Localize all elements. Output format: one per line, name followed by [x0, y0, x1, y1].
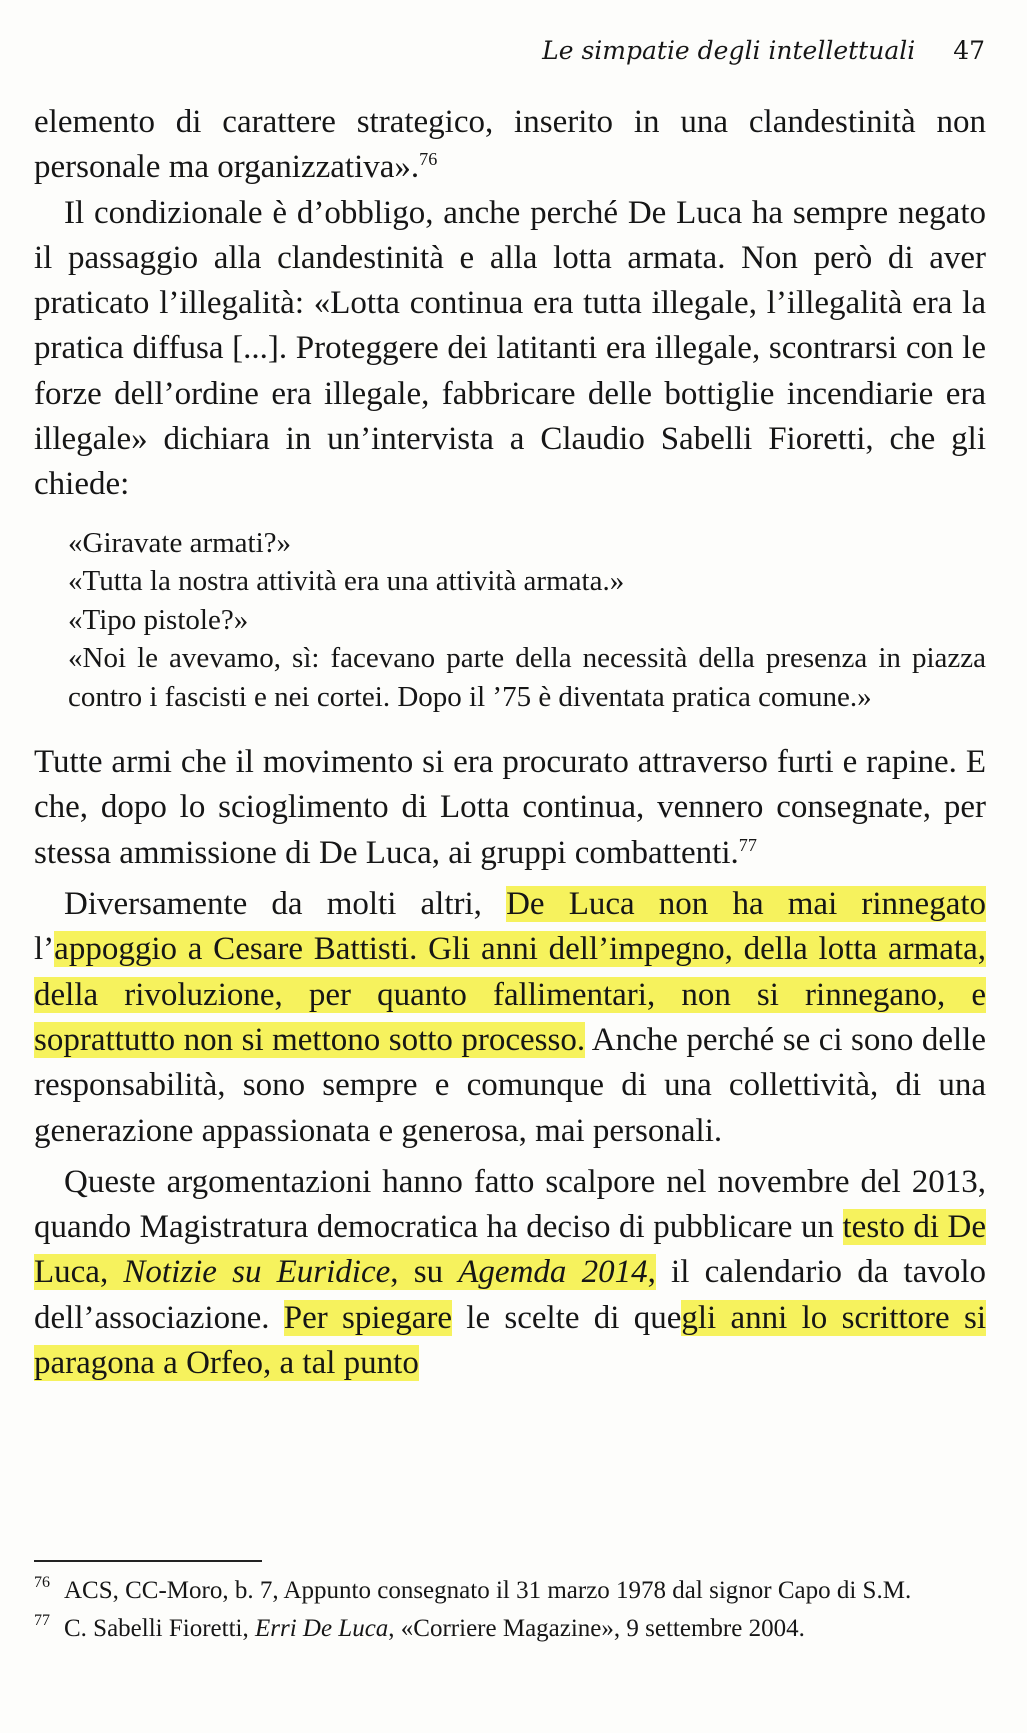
footnote-rule [34, 1560, 262, 1562]
paragraph-1-text: elemento di carattere strategico, inserito in una clandestinità non personale ma organizzativa». [34, 104, 986, 186]
paragraph-3 [34, 740, 986, 876]
page-number: 47 [953, 36, 985, 65]
paragraph-4-plain: l’ [34, 931, 55, 968]
paragraph-5 [34, 1160, 986, 1386]
paragraph-4 [34, 882, 986, 1154]
highlight-span: De Luca non ha mai rinnegato [506, 886, 987, 923]
interview-quote [68, 524, 986, 717]
footnote-text: ACS, CC-Moro, b. 7, Appunto consegnato il 31 marzo 1978 dal signor Capo di S.M. [64, 1577, 912, 1604]
footnote-76 [34, 1575, 986, 1607]
paragraph-4-start: Diversamente da molti altri, [64, 886, 507, 923]
highlight-span: , su [390, 1254, 459, 1291]
interview-line: «Giravate armati?» [68, 526, 292, 559]
footnotes [34, 1575, 986, 1645]
footnote-mark: 76 [34, 1574, 50, 1591]
footnote-book-title: Erri De Luca [254, 1615, 389, 1642]
highlight-span: appoggio a Cesare Battisti. Gli anni dell’impegno, della lotta armata, della rivoluzione, per quanto fallimentari, non si rinnegano, e soprattutto non si mettono sotto processo. [34, 931, 986, 1058]
highlight-span: gli anni lo scrittore si paragona a Orfeo, a tal punto [34, 1299, 986, 1382]
paragraph-5-mid: il calendario da tavolo dell’associazione. [34, 1254, 987, 1336]
footnote-text: C. Sabelli Fioretti, [64, 1615, 255, 1642]
footnote-77 [34, 1613, 986, 1645]
footnote-mark: 77 [34, 1612, 50, 1629]
paragraph-2: Il condizionale è d’obbligo, anche perché De Luca ha sempre negato il passaggio alla clandestinità e alla lotta armata. Non però di aver praticato l’illegalità: «Lotta continua era tutta illegale, l’illegalità era la pratica diffusa [...]. Proteggere dei latitanti era illegale, scontrarsi con le forze dell’ordine era illegale, fabbricare delle bottiglie incendiarie era illegale» dichiara in un’intervista a Claudio Sabelli Fioretti, che gli chiede: [34, 194, 986, 503]
interview-line: «Noi le avevamo, sì: facevano parte della necessità della presenza in piazza contro i fascisti e nei cortei. Dopo il ’75 è diventata pratica comune.» [68, 642, 986, 713]
highlight-title-euridice: Notizie su Euridice [123, 1254, 391, 1291]
paragraph-3-text: Tutte armi che il movimento si era procurato attraverso furti e rapine. E che, dopo lo scioglimento di Lotta continua, vennero consegnate, per stessa ammissione di De Luca, ai gruppi combattenti. [34, 744, 986, 871]
running-head-title: Le simpatie degli intellettuali [542, 36, 916, 65]
interview-line: «Tipo pistole?» [68, 603, 249, 636]
highlight-title-agemda: Agemda 2014 [458, 1254, 648, 1291]
note-ref-77: 77 [738, 834, 757, 855]
paragraph-1 [34, 100, 986, 191]
highlight-span: Per spiegare [283, 1299, 452, 1336]
paragraph-4-end: Anche perché se ci sono delle responsabilità, sono sempre e comunque di una collettività, di una generazione appassionata e generosa, mai personali. [34, 1021, 986, 1149]
note-ref-76: 76 [419, 149, 438, 170]
interview-line: «Tutta la nostra attività era una attività armata.» [68, 565, 625, 598]
body-text [34, 100, 986, 1386]
running-head [385, 36, 985, 65]
paragraph-5-start: Queste argomentazioni hanno fatto scalpore nel novembre del 2013, quando Magistratura democratica ha deciso di pubblicare un [34, 1163, 986, 1246]
footnote-text: , «Corriere Magazine», 9 settembre 2004. [388, 1615, 805, 1642]
paragraph-5-mid2: le scelte di que [451, 1299, 682, 1336]
highlight-span: testo di De Luca, [34, 1209, 987, 1291]
highlight-span: , [647, 1254, 656, 1291]
